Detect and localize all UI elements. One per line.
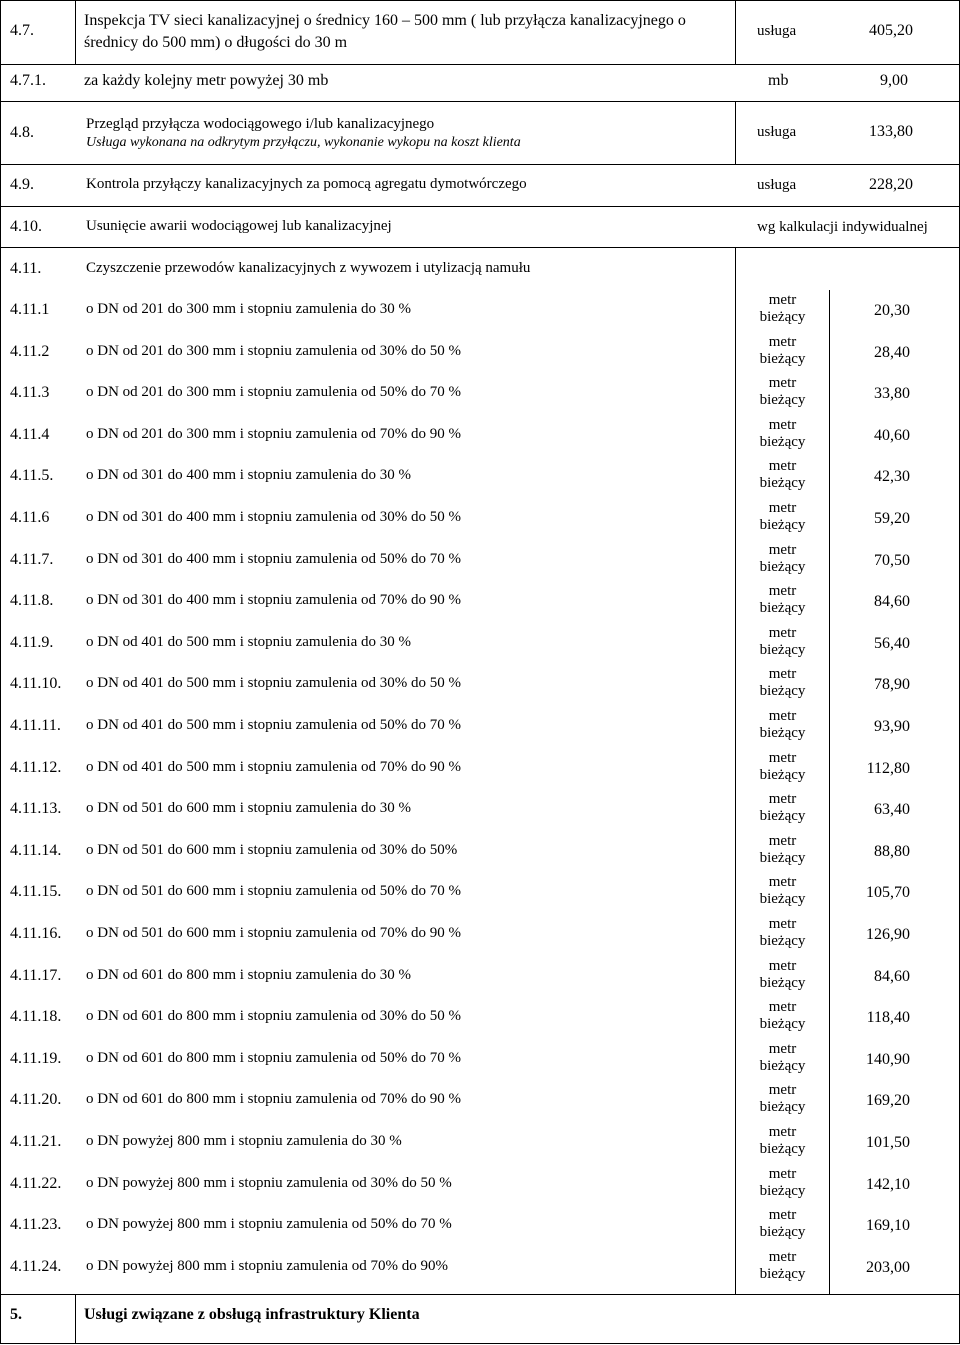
- row-unit: usługa: [757, 23, 797, 39]
- row-number: 4.11.3: [10, 384, 50, 401]
- row-price: 228,20: [869, 176, 913, 193]
- row-unit: mb: [768, 72, 789, 89]
- row-unit-line2: bieżący: [759, 475, 806, 491]
- row-price: 405,20: [869, 22, 913, 39]
- row-description: o DN od 501 do 600 mm i stopniu zamulenia do 30 %: [86, 800, 411, 816]
- row-price: 33,80: [874, 385, 910, 402]
- row-number: 4.11.7.: [10, 551, 54, 568]
- row-description: o DN od 501 do 600 mm i stopniu zamulenia od 30% do 50%: [86, 842, 458, 858]
- row-number: 4.11.5.: [10, 467, 54, 484]
- row-unit-line1: metr: [768, 958, 797, 974]
- row-description: Czyszczenie przewodów kanalizacyjnych z wywozem i utylizacją namułu: [86, 260, 531, 276]
- row-price: 20,30: [874, 302, 910, 319]
- row-number: 4.11.17.: [10, 967, 62, 984]
- row-unit: wg kalkulacji indywidualnej: [757, 219, 928, 235]
- row-number: 4.11.11.: [10, 717, 61, 734]
- row-unit: usługa: [757, 124, 797, 140]
- row-description: Kontrola przyłączy kanalizacyjnych za pomocą agregatu dymotwórczego: [86, 176, 527, 192]
- row-divider: [0, 247, 960, 248]
- row-number: 4.11.20.: [10, 1091, 62, 1108]
- row-unit-line2: bieżący: [759, 434, 806, 450]
- row-price: 133,80: [869, 123, 913, 140]
- row-unit-line1: metr: [768, 833, 797, 849]
- row-description: Usunięcie awarii wodociągowej lub kanalizacyjnej: [86, 218, 392, 234]
- row-unit-line1: metr: [768, 1082, 797, 1098]
- row-unit-line2: bieżący: [759, 1266, 806, 1282]
- row-description: o DN od 301 do 400 mm i stopniu zamulenia od 30% do 50 %: [86, 509, 461, 525]
- row-description: za każdy kolejny metr powyżej 30 mb: [84, 72, 329, 89]
- row-unit-line1: metr: [768, 292, 797, 308]
- row-number: 4.11.13.: [10, 800, 62, 817]
- row-price: 78,90: [874, 676, 910, 693]
- row-unit-line2: bieżący: [759, 309, 806, 325]
- row-unit-line1: metr: [768, 750, 797, 766]
- row-number: 4.11.1: [10, 301, 50, 318]
- row-number: 4.11.22.: [10, 1175, 62, 1192]
- row-number: 4.7.: [10, 22, 34, 39]
- row-unit-line2: bieżący: [759, 517, 806, 533]
- column-divider: [75, 0, 76, 65]
- column-divider: [735, 101, 736, 165]
- row-description: o DN od 301 do 400 mm i stopniu zamulenia od 70% do 90 %: [86, 592, 461, 608]
- row-unit-line1: metr: [768, 1124, 797, 1140]
- row-description: o DN od 201 do 300 mm i stopniu zamulenia do 30 %: [86, 301, 411, 317]
- row-price: 59,20: [874, 510, 910, 527]
- row-description: o DN powyżej 800 mm i stopniu zamulenia do 30 %: [86, 1133, 402, 1149]
- row-description-note: Usługa wykonana na odkrytym przyłączu, wykonanie wykopu na koszt klienta: [86, 135, 521, 150]
- row-price: 70,50: [874, 552, 910, 569]
- row-number: 4.11.12.: [10, 759, 62, 776]
- table-border-bottom: [0, 1343, 960, 1344]
- row-unit-line1: metr: [768, 708, 797, 724]
- row-description: o DN od 401 do 500 mm i stopniu zamulenia od 50% do 70 %: [86, 717, 461, 733]
- row-description: o DN od 201 do 300 mm i stopniu zamulenia od 70% do 90 %: [86, 426, 461, 442]
- row-divider: [0, 101, 960, 102]
- row-unit-line1: metr: [768, 500, 797, 516]
- row-description-line2: średnicy do 500 mm) o długości do 30 m: [84, 34, 348, 51]
- table-border-left: [0, 0, 1, 1344]
- row-number: 4.7.1.: [10, 72, 46, 89]
- row-unit-line2: bieżący: [759, 808, 806, 824]
- row-unit-line1: metr: [768, 1249, 797, 1265]
- row-unit-line1: metr: [768, 874, 797, 890]
- row-description: o DN powyżej 800 mm i stopniu zamulenia od 70% do 90%: [86, 1258, 449, 1274]
- section-number: 5.: [10, 1306, 22, 1323]
- row-unit-line2: bieżący: [759, 1058, 806, 1074]
- row-price: 56,40: [874, 635, 910, 652]
- row-unit-line1: metr: [768, 625, 797, 641]
- row-unit-line2: bieżący: [759, 850, 806, 866]
- row-description: o DN od 501 do 600 mm i stopniu zamulenia od 70% do 90 %: [86, 925, 461, 941]
- row-unit-line1: metr: [768, 1041, 797, 1057]
- row-description: o DN od 501 do 600 mm i stopniu zamulenia od 50% do 70 %: [86, 883, 461, 899]
- row-unit-line2: bieżący: [759, 392, 806, 408]
- row-description: o DN od 601 do 800 mm i stopniu zamulenia do 30 %: [86, 967, 411, 983]
- row-number: 4.11.21.: [10, 1133, 62, 1150]
- row-unit-line1: metr: [768, 999, 797, 1015]
- row-description: o DN od 201 do 300 mm i stopniu zamulenia od 50% do 70 %: [86, 384, 461, 400]
- row-number: 4.11.24.: [10, 1258, 62, 1275]
- row-unit-line2: bieżący: [759, 725, 806, 741]
- row-number: 4.11.4: [10, 426, 50, 443]
- row-number: 4.11.19.: [10, 1050, 62, 1067]
- row-number: 4.11.9.: [10, 634, 54, 651]
- row-divider: [0, 206, 960, 207]
- row-unit: usługa: [757, 177, 797, 193]
- row-description: Przegląd przyłącza wodociągowego i/lub kanalizacyjnego: [86, 116, 435, 132]
- section-title: Usługi związane z obsługą infrastruktury Klienta: [84, 1306, 420, 1323]
- row-description: Inspekcja TV sieci kanalizacyjnej o średnicy 160 – 500 mm ( lub przyłącza kanalizacyjnego o: [84, 12, 686, 29]
- row-number: 4.11.2: [10, 343, 50, 360]
- row-unit-line2: bieżący: [759, 975, 806, 991]
- row-price: 93,90: [874, 718, 910, 735]
- row-price: 142,10: [866, 1176, 910, 1193]
- row-description: o DN od 401 do 500 mm i stopniu zamulenia od 30% do 50 %: [86, 675, 461, 691]
- row-price: 88,80: [874, 843, 910, 860]
- row-number: 4.9.: [10, 176, 34, 193]
- row-unit-line2: bieżący: [759, 1224, 806, 1240]
- row-description: o DN powyżej 800 mm i stopniu zamulenia od 50% do 70 %: [86, 1216, 452, 1232]
- row-unit-line1: metr: [768, 666, 797, 682]
- row-number: 4.11.15.: [10, 883, 62, 900]
- row-unit-line2: bieżący: [759, 1183, 806, 1199]
- row-unit-line2: bieżący: [759, 1099, 806, 1115]
- row-divider: [0, 1294, 960, 1295]
- row-unit-line1: metr: [768, 334, 797, 350]
- row-description: o DN od 301 do 400 mm i stopniu zamulenia od 50% do 70 %: [86, 551, 461, 567]
- row-unit-line2: bieżący: [759, 891, 806, 907]
- row-price: 63,40: [874, 801, 910, 818]
- column-divider: [735, 0, 736, 65]
- row-price: 169,10: [866, 1217, 910, 1234]
- row-description: o DN od 201 do 300 mm i stopniu zamulenia od 30% do 50 %: [86, 343, 461, 359]
- row-price: 118,40: [866, 1009, 910, 1026]
- row-description: o DN od 401 do 500 mm i stopniu zamulenia od 70% do 90 %: [86, 759, 461, 775]
- row-divider: [0, 64, 960, 65]
- row-price: 84,60: [874, 968, 910, 985]
- row-description: o DN od 601 do 800 mm i stopniu zamulenia od 50% do 70 %: [86, 1050, 461, 1066]
- row-unit-line2: bieżący: [759, 351, 806, 367]
- row-unit-line2: bieżący: [759, 642, 806, 658]
- row-price: 101,50: [866, 1134, 910, 1151]
- row-price: 28,40: [874, 344, 910, 361]
- row-unit-line2: bieżący: [759, 767, 806, 783]
- row-price: 42,30: [874, 468, 910, 485]
- row-number: 4.11.: [10, 260, 42, 277]
- row-price: 203,00: [866, 1259, 910, 1276]
- row-unit-line1: metr: [768, 458, 797, 474]
- row-description: o DN od 401 do 500 mm i stopniu zamulenia do 30 %: [86, 634, 411, 650]
- row-number: 4.8.: [10, 124, 34, 141]
- row-price: 9,00: [880, 72, 908, 89]
- row-unit-line2: bieżący: [759, 683, 806, 699]
- row-price: 126,90: [866, 926, 910, 943]
- row-unit-line1: metr: [768, 791, 797, 807]
- row-divider: [0, 164, 960, 165]
- row-price: 105,70: [866, 884, 910, 901]
- row-description: o DN od 301 do 400 mm i stopniu zamulenia do 30 %: [86, 467, 411, 483]
- row-unit-line2: bieżący: [759, 600, 806, 616]
- row-unit-line1: metr: [768, 583, 797, 599]
- row-number: 4.11.14.: [10, 842, 62, 859]
- column-divider: [829, 290, 830, 1294]
- row-unit-line2: bieżący: [759, 933, 806, 949]
- row-unit-line1: metr: [768, 1207, 797, 1223]
- row-unit-line1: metr: [768, 1166, 797, 1182]
- row-number: 4.11.10.: [10, 675, 62, 692]
- row-price: 40,60: [874, 427, 910, 444]
- row-number: 4.11.23.: [10, 1216, 62, 1233]
- row-description: o DN od 601 do 800 mm i stopniu zamulenia od 70% do 90 %: [86, 1091, 461, 1107]
- row-unit-line2: bieżący: [759, 1016, 806, 1032]
- row-unit-line2: bieżący: [759, 559, 806, 575]
- row-price: 169,20: [866, 1092, 910, 1109]
- row-unit-line2: bieżący: [759, 1141, 806, 1157]
- row-number: 4.11.8.: [10, 592, 54, 609]
- row-unit-line1: metr: [768, 417, 797, 433]
- row-number: 4.11.18.: [10, 1008, 62, 1025]
- row-number: 4.10.: [10, 218, 42, 235]
- row-unit-line1: metr: [768, 375, 797, 391]
- row-price: 84,60: [874, 593, 910, 610]
- table-border-top: [0, 0, 960, 1]
- row-description: o DN powyżej 800 mm i stopniu zamulenia od 30% do 50 %: [86, 1175, 452, 1191]
- row-unit-line1: metr: [768, 916, 797, 932]
- row-number: 4.11.16.: [10, 925, 62, 942]
- row-price: 140,90: [866, 1051, 910, 1068]
- column-divider: [75, 1294, 76, 1344]
- row-description: o DN od 601 do 800 mm i stopniu zamulenia od 30% do 50 %: [86, 1008, 461, 1024]
- row-unit-line1: metr: [768, 542, 797, 558]
- row-number: 4.11.6: [10, 509, 50, 526]
- row-price: 112,80: [866, 760, 910, 777]
